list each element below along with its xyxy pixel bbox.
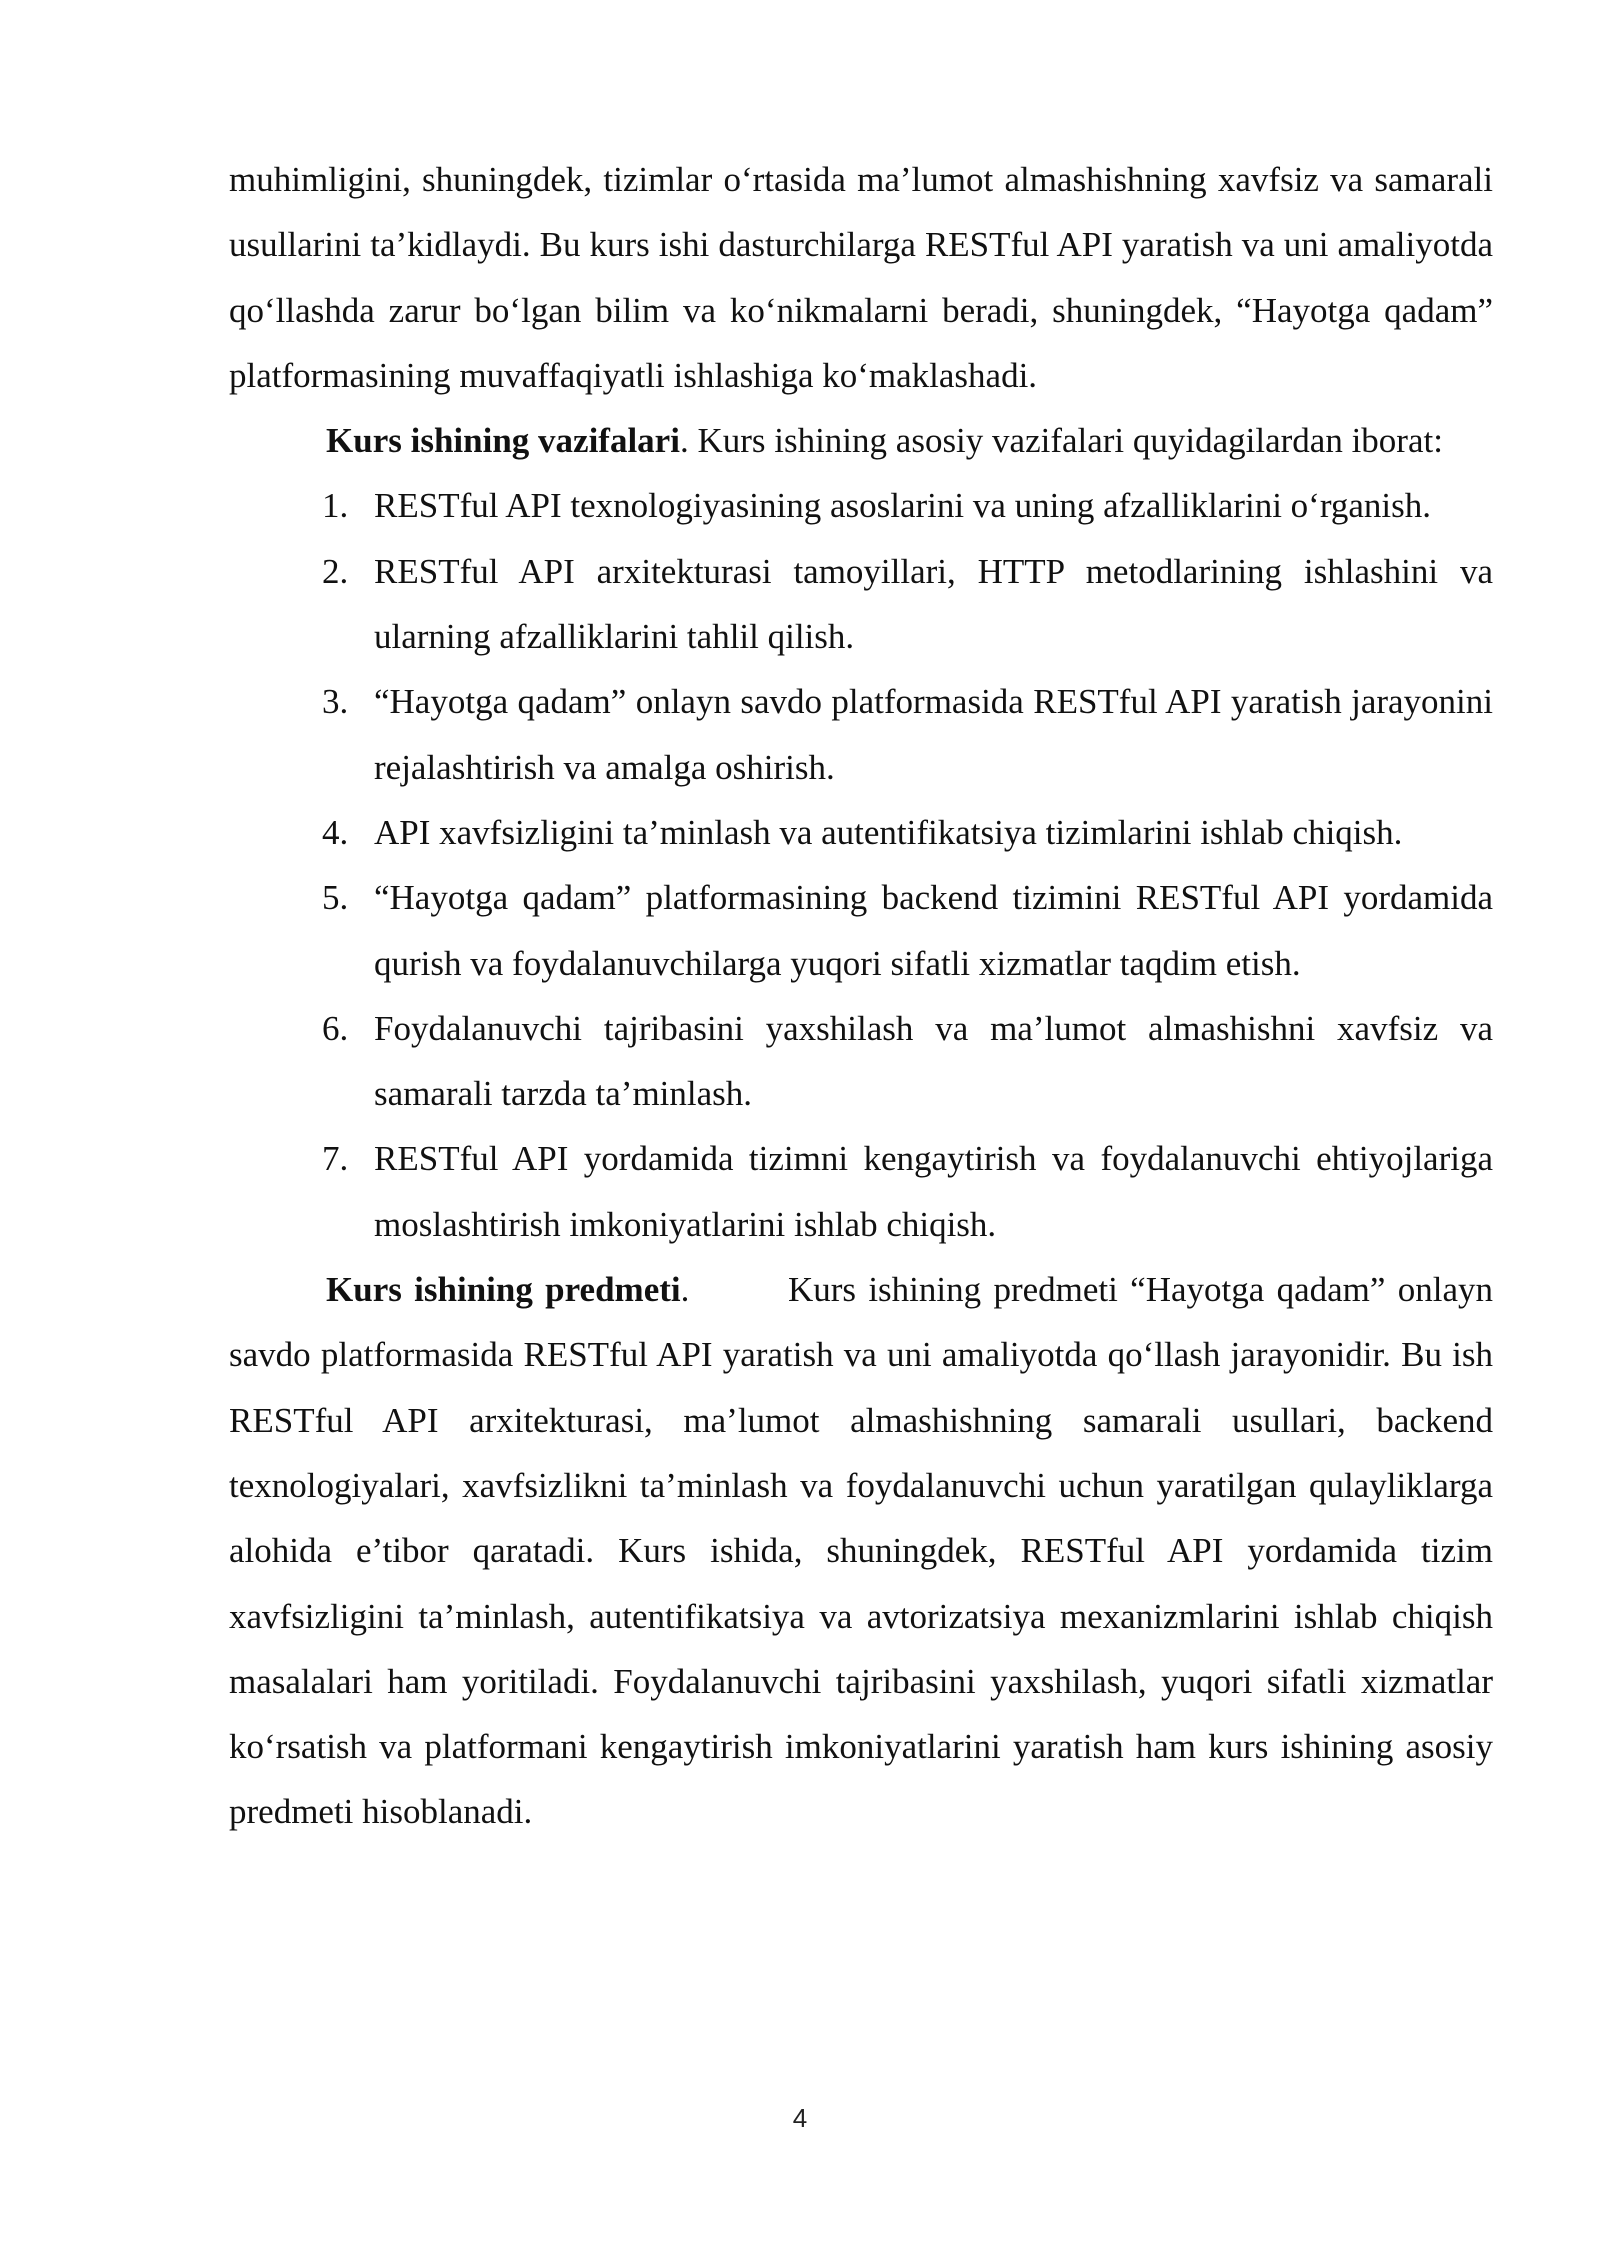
list-item-number: 1.	[322, 486, 349, 526]
page-body	[229, 147, 1502, 1845]
page-number: 4	[792, 2103, 808, 2133]
tasks-list	[229, 473, 1493, 1257]
list-item	[322, 473, 1493, 538]
subject-text: . Kurs ishining predmeti “Hayotga qadam” onlayn savdo platformasida RESTful API yaratish va uni amaliyotda qo‘llash jarayonidir. Bu ish RESTful API arxitekturasi, ma’lumot almashishning samarali usullari, backend texnologiyalari, xavfsizlikni ta’minlash va foydalanuvchi uchun yaratilgan qulayliklarga alohida e’tibor qaratadi. Kurs ishida, shuningdek, RESTful API yordamida tizim xavfsizligini ta’minlash, autentifikatsiya va avtorizatsiya mexanizmlarini ishlab chiqish masalalari ham yoritiladi. Foydalanuvchi tajribasini yaxshilash, yuqori sifatli xizmatlar ko‘rsatish va platformani kengaytirish imkoniyatlarini yaratish ham kurs ishining asosiy predmeti hisoblanadi.	[229, 1270, 1502, 1832]
list-item	[322, 669, 1493, 800]
list-item-number: 2.	[322, 551, 349, 591]
list-item-text: Foydalanuvchi tajribasini yaxshilash va ma’lumot almashishni xavfsiz va samarali tarzda ta’minlash.	[374, 1008, 1493, 1114]
list-item	[322, 539, 1493, 670]
intro-paragraph: muhimligini, shuningdek, tizimlar o‘rtasida ma’lumot almashishning xavfsiz va samarali usullarini ta’kidlaydi. Bu kurs ishi dasturchilarga RESTful API yaratish va uni amaliyotda qo‘llashda zarur bo‘lgan bilim va ko‘nikmalarni beradi, shuningdek, “Hayotga qadam” platformasining muvaffaqiyatli ishlashiga ko‘maklashadi.	[229, 160, 1493, 395]
list-item	[322, 865, 1493, 996]
list-item-text: RESTful API arxitekturasi tamoyillari, HTTP metodlarining ishlashini va ularning afzalliklarini tahlil qilish.	[374, 551, 1493, 657]
list-item-number: 5.	[322, 878, 349, 918]
list-item-number: 7.	[322, 1139, 349, 1179]
tasks-heading: Kurs ishining vazifalari	[326, 421, 680, 461]
list-item-number: 4.	[322, 812, 349, 852]
list-item-number: 6.	[322, 1008, 349, 1048]
list-item	[322, 996, 1493, 1127]
subject-heading: Kurs ishining predmeti	[326, 1270, 681, 1310]
list-item	[322, 800, 1493, 865]
list-item	[322, 1126, 1493, 1257]
list-item-text: “Hayotga qadam” platformasining backend tizimini RESTful API yordamida qurish va foydalanuvchilarga yuqori sifatli xizmatlar taqdim etish.	[374, 878, 1493, 983]
subject-paragraph	[229, 1257, 1502, 1845]
list-item-text: “Hayotga qadam” onlayn savdo platformasida RESTful API yaratish jarayonini rejalashtirish va amalga oshirish.	[374, 682, 1493, 787]
list-item-number: 3.	[322, 682, 349, 722]
list-item-text: RESTful API yordamida tizimni kengaytirish va foydalanuvchi ehtiyojlariga moslashtirish imkoniyatlarini ishlab chiqish.	[374, 1139, 1493, 1244]
tasks-intro-text: . Kurs ishining asosiy vazifalari quyidagilardan iborat:	[679, 421, 1443, 461]
list-item-text: API xavfsizligini ta’minlash va autentifikatsiya tizimlarini ishlab chiqish.	[374, 812, 1403, 852]
list-item-text: RESTful API texnologiyasining asoslarini va uning afzalliklarini o‘rganish.	[374, 486, 1431, 526]
tasks-paragraph	[229, 408, 1493, 473]
